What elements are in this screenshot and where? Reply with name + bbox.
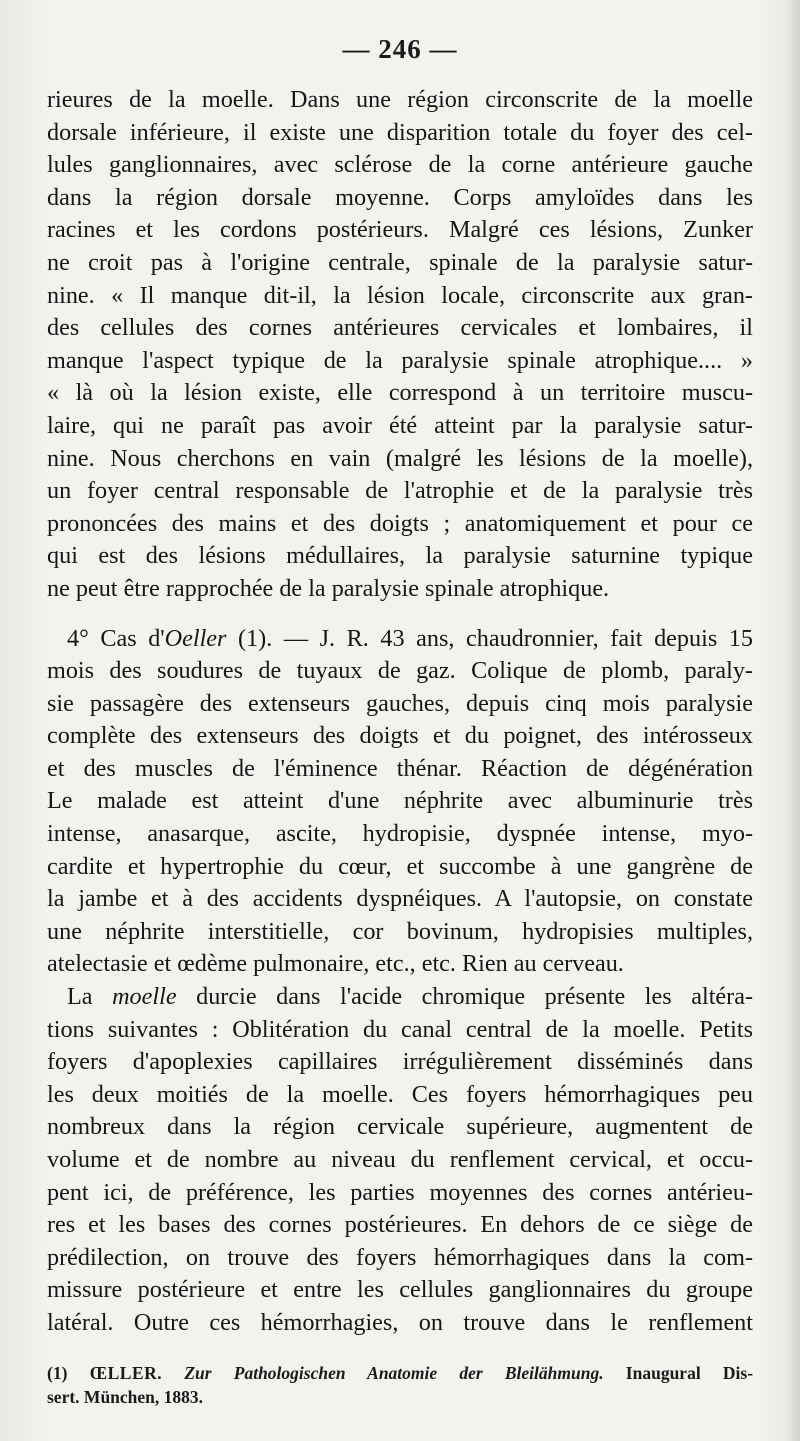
text-line: complète des extenseurs des doigts et du poignet, des intérosseux	[47, 722, 753, 750]
text-line: racines et les cordons postérieurs. Malgré ces lésions, Zunker	[47, 216, 753, 244]
main-text	[47, 84, 753, 1340]
emphasized-word: moelle	[112, 983, 177, 1011]
text-line: intense, anasarque, ascite, hydropisie, dyspnée intense, myo-	[47, 820, 753, 848]
text-line: atelectasie et œdème pulmonaire, etc., etc. Rien au cerveau.	[47, 950, 624, 978]
case-heading-line	[47, 623, 753, 656]
footnote	[47, 1361, 753, 1409]
footnote-rest: Inaugural Dis-	[625, 1363, 754, 1383]
text-line: des cellules des cornes antérieures cervicales et lombaires, il	[47, 314, 753, 342]
text-line: les deux moitiés de la moelle. Ces foyers hémorrhagiques peu	[47, 1080, 753, 1108]
text-line: qui est des lésions médullaires, la paralysie saturnine typique	[47, 542, 753, 570]
text-line: une néphrite interstitielle, cor bovinum, hydropisies multiples,	[47, 917, 753, 945]
case-heading-lead: 4° Cas d'	[67, 624, 165, 652]
text-line: lules ganglionnaires, avec sclérose de la corne antérieure gauche	[47, 151, 753, 179]
text-line: nine. Nous cherchons en vain (malgré les lésions de la moelle),	[47, 444, 753, 472]
paragraph-lead: La	[67, 983, 113, 1011]
text-line: dans la région dorsale moyenne. Corps amyloïdes dans les	[47, 183, 753, 211]
text-line: la jambe et à des accidents dyspnéiques. A l'autopsie, on constate	[47, 885, 753, 913]
text-line: nine. « Il manque dit-il, la lésion locale, circonscrite aux gran-	[47, 281, 753, 309]
text-line: ne peut être rapprochée de la paralysie spinale atrophique.	[47, 574, 610, 602]
text-line: missure postérieure et entre les cellules ganglionnaires du groupe	[47, 1276, 753, 1304]
text-line: dorsale inférieure, il existe une disparition totale du foyer des cel-	[47, 118, 753, 146]
page-number: — 246 —	[342, 34, 458, 64]
footnote-marker: (1)	[47, 1363, 68, 1383]
text-line: sie passagère des extenseurs gauches, depuis cinq mois paralysie	[47, 689, 753, 717]
case-author-name: Oeller	[164, 624, 227, 652]
text-line: tions suivantes : Oblitération du canal central de la moelle. Petits	[47, 1015, 753, 1043]
text-line: laire, qui ne paraît pas avoir été atteint par la paralysie satur-	[47, 411, 753, 439]
text-line: « là où la lésion existe, elle correspond à un territoire muscu-	[47, 379, 753, 407]
text-line: mois des soudures de tuyaux de gaz. Colique de plomb, paraly-	[47, 657, 753, 685]
text-line: et des muscles de l'éminence thénar. Réaction de dégénération	[47, 754, 753, 782]
text-line: nombreux dans la région cervicale supérieure, augmentent de	[47, 1113, 753, 1141]
text-line: cardite et hypertrophie du cœur, et succombe à une gangrène de	[47, 852, 753, 880]
footnote-line	[47, 1361, 753, 1385]
text-line: volume et de nombre au niveau du renflement cervical, et occu-	[47, 1146, 753, 1173]
text-line: prédilection, on trouve des foyers hémorrhagiques dans la com-	[47, 1243, 753, 1271]
footnote-line: sert. München, 1883.	[47, 1387, 204, 1407]
paragraph-gap	[47, 606, 753, 623]
text-line: rieures de la moelle. Dans une région circonscrite de la moelle	[47, 86, 753, 113]
paragraph-first-line	[47, 981, 753, 1014]
text-line: latéral. Outre ces hémorrhagies, on trouve dans le renflement	[47, 1308, 753, 1336]
case-heading-rest: (1). — J. R. 43 ans, chaudronnier, fait depuis 15	[226, 624, 753, 652]
text-line: manque l'aspect typique de la paralysie spinale atrophique.... »	[47, 346, 753, 374]
text-line: res et les bases des cornes postérieures. En dehors de ce siège de	[47, 1211, 753, 1239]
paragraph-rest: durcie dans l'acide chromique présente les altéra-	[176, 983, 753, 1011]
page-edge-shadow	[786, 0, 800, 1441]
text-line: ne croit pas à l'origine centrale, spinale de la paralysie satur-	[47, 248, 753, 276]
text-line: foyers d'apoplexies capillaires irrégulièrement disséminés dans	[47, 1048, 753, 1076]
text-line: un foyer central responsable de l'atrophie et de la paralysie très	[47, 477, 753, 505]
footnote-title: Zur Pathologischen Anatomie der Bleilähmung.	[184, 1363, 604, 1383]
footnote-author: ŒLLER.	[89, 1363, 163, 1383]
text-line: pent ici, de préférence, les parties moyennes des cornes antérieu-	[47, 1178, 753, 1206]
text-line: prononcées des mains et des doigts ; anatomiquement et pour ce	[47, 509, 753, 537]
text-line: Le malade est atteint d'une néphrite avec albuminurie très	[47, 787, 753, 815]
